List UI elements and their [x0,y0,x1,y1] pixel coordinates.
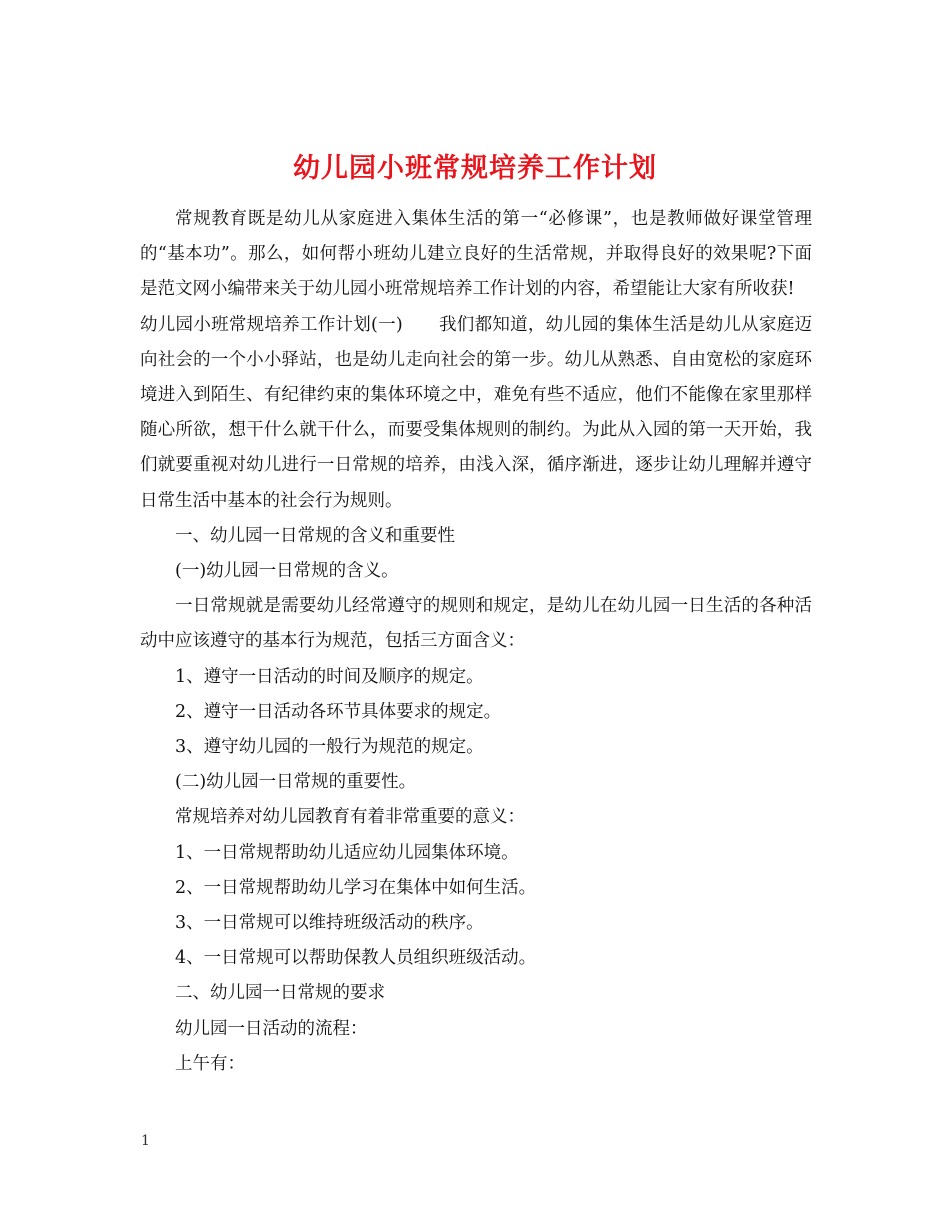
page-number: 1 [141,1133,150,1149]
subheading-one: (一)幼儿园一日常规的含义。 [175,561,399,582]
section-label: 幼儿园小班常规培养工作计划(一) [140,314,403,335]
intro-paragraph: 常规教育既是幼儿从家庭进入集体生活的第一“必修课”，也是教师做好课堂管理的“基本功”。那么，如何帮小班幼儿建立良好的生活常规，并取得良好的效果呢?下面是范文网小编带来关于幼儿园小班常规培养工作计划的内容，希望能让大家有所收获! [140,209,812,300]
list-item: 3、遵守幼儿园的一般行为规范的规定。 [175,737,484,758]
heading-one: 一、幼儿园一日常规的含义和重要性 [175,525,455,546]
subheading-two: (二)幼儿园一日常规的重要性。 [175,772,417,793]
document-body [140,202,812,1082]
list-item: 2、遵守一日活动各环节具体要求的规定。 [175,701,502,722]
document-title: 幼儿园小班常规培养工作计划 [293,153,657,185]
list-item: 1、遵守一日活动的时间及顺序的规定。 [175,666,484,687]
flow-paragraph: 幼儿园一日活动的流程： [175,1018,368,1039]
section-text: 我们都知道，幼儿园的集体生活是幼儿从家庭迈向社会的一个小小驿站，也是幼儿走向社会的第一步。幼儿从熟悉、自由宽松的家庭环境进入到陌生、有纪律约束的集体环境之中，难免有些不适应，他们不能像在家里那样随心所欲，想干什么就干什么，而要受集体规则的制约。为此从入园的第一天开始，我们就要重视对幼儿进行一日常规的培养，由浅入深，循序渐进，逐步让幼儿理解并遵守日常生活中基本的社会行为规则。 [140,314,813,511]
heading-two: 二、幼儿园一日常规的要求 [175,983,385,1004]
definition-paragraph: 一日常规就是需要幼儿经常遵守的规则和规定，是幼儿在幼儿园一日生活的各种活动中应该遵守的基本行为规范，包括三方面含义： [140,596,812,652]
morning-paragraph: 上午有： [175,1053,245,1074]
list-item: 1、一日常规帮助幼儿适应幼儿园集体环境。 [175,842,519,863]
section-paragraph [140,308,812,519]
importance-paragraph: 常规培养对幼儿园教育有着非常重要的意义： [175,807,525,828]
list-item: 4、一日常规可以帮助保教人员组织班级活动。 [175,948,537,969]
list-item: 2、一日常规帮助幼儿学习在集体中如何生活。 [175,877,537,898]
list-item: 3、一日常规可以维持班级活动的秩序。 [175,913,484,934]
